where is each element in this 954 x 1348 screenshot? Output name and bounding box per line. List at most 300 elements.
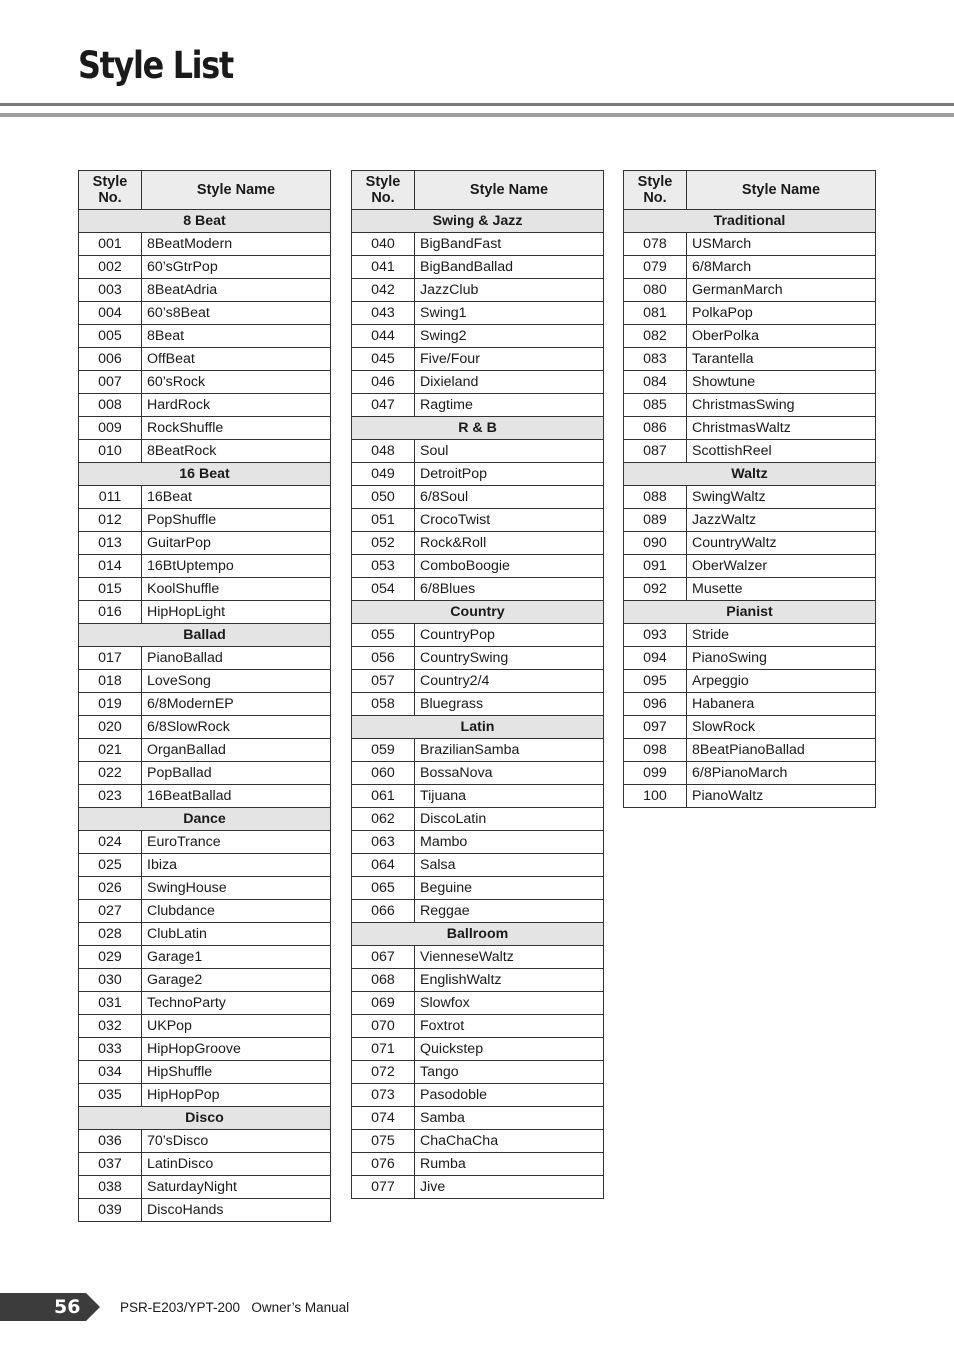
style-name: 6/8ModernEP — [142, 693, 331, 716]
table-row — [624, 256, 876, 279]
table-header-row — [79, 171, 331, 210]
style-number: 003 — [79, 279, 142, 302]
table-row — [79, 1130, 331, 1153]
style-name: 16BeatBallad — [142, 785, 331, 808]
title-rule-light — [0, 113, 954, 117]
table-row — [79, 1084, 331, 1107]
table-row — [79, 1153, 331, 1176]
style-number: 049 — [352, 463, 415, 486]
style-number: 027 — [79, 900, 142, 923]
style-number: 096 — [624, 693, 687, 716]
style-number: 023 — [79, 785, 142, 808]
style-number: 094 — [624, 647, 687, 670]
style-number: 018 — [79, 670, 142, 693]
category-row — [352, 601, 604, 624]
style-table-1 — [78, 170, 331, 1222]
table-row — [624, 486, 876, 509]
style-number: 012 — [79, 509, 142, 532]
table-row — [352, 854, 604, 877]
style-number: 002 — [79, 256, 142, 279]
style-number: 075 — [352, 1130, 415, 1153]
style-name: PianoSwing — [687, 647, 876, 670]
style-name: HipHopLight — [142, 601, 331, 624]
table-row — [352, 969, 604, 992]
style-name: Country2/4 — [415, 670, 604, 693]
style-number: 092 — [624, 578, 687, 601]
style-name: OberWalzer — [687, 555, 876, 578]
style-name: OffBeat — [142, 348, 331, 371]
style-number: 013 — [79, 532, 142, 555]
table-row — [352, 831, 604, 854]
style-name: Bluegrass — [415, 693, 604, 716]
category-row — [624, 210, 876, 233]
style-name: 6/8Soul — [415, 486, 604, 509]
style-name: OberPolka — [687, 325, 876, 348]
table-row — [352, 1015, 604, 1038]
style-number: 071 — [352, 1038, 415, 1061]
style-number: 079 — [624, 256, 687, 279]
category-row — [352, 923, 604, 946]
table-row — [352, 463, 604, 486]
table-row — [352, 578, 604, 601]
table-row — [79, 739, 331, 762]
style-name: Garage2 — [142, 969, 331, 992]
table-row — [352, 670, 604, 693]
table-row — [352, 900, 604, 923]
style-number: 001 — [79, 233, 142, 256]
table-row — [352, 555, 604, 578]
style-name: 6/8Blues — [415, 578, 604, 601]
style-number: 005 — [79, 325, 142, 348]
table-row — [79, 348, 331, 371]
style-number: 037 — [79, 1153, 142, 1176]
style-number: 080 — [624, 279, 687, 302]
style-number: 063 — [352, 831, 415, 854]
style-name: Ragtime — [415, 394, 604, 417]
style-name: Rumba — [415, 1153, 604, 1176]
table-row — [352, 394, 604, 417]
style-name: Musette — [687, 578, 876, 601]
table-row — [79, 371, 331, 394]
style-name: RockShuffle — [142, 417, 331, 440]
style-number: 059 — [352, 739, 415, 762]
table-row — [79, 854, 331, 877]
table-row — [79, 486, 331, 509]
style-number: 046 — [352, 371, 415, 394]
table-row — [79, 785, 331, 808]
style-name: Samba — [415, 1107, 604, 1130]
style-number: 082 — [624, 325, 687, 348]
style-name: ChristmasWaltz — [687, 417, 876, 440]
style-number: 097 — [624, 716, 687, 739]
style-number: 058 — [352, 693, 415, 716]
style-name: SwingWaltz — [687, 486, 876, 509]
table-row — [352, 486, 604, 509]
style-number: 019 — [79, 693, 142, 716]
table-row — [352, 371, 604, 394]
style-number: 068 — [352, 969, 415, 992]
table-row — [352, 693, 604, 716]
table-row — [624, 647, 876, 670]
table-row — [79, 716, 331, 739]
style-number: 054 — [352, 578, 415, 601]
style-name: Habanera — [687, 693, 876, 716]
table-row — [624, 325, 876, 348]
table-row — [352, 1107, 604, 1130]
style-number: 076 — [352, 1153, 415, 1176]
style-number: 050 — [352, 486, 415, 509]
style-name: Showtune — [687, 371, 876, 394]
column-header-style-no: Style No. — [79, 171, 142, 210]
style-number: 057 — [352, 670, 415, 693]
table-row — [79, 325, 331, 348]
style-name: Swing1 — [415, 302, 604, 325]
category-label: 8 Beat — [79, 210, 331, 233]
style-number: 038 — [79, 1176, 142, 1199]
category-label: Waltz — [624, 463, 876, 486]
footer-manual-title: PSR-E203/YPT-200 Owner’s Manual — [120, 1300, 350, 1315]
style-number: 011 — [79, 486, 142, 509]
style-name: BigBandFast — [415, 233, 604, 256]
style-name: KoolShuffle — [142, 578, 331, 601]
table-row — [79, 532, 331, 555]
style-number: 010 — [79, 440, 142, 463]
style-name: 70’sDisco — [142, 1130, 331, 1153]
page-number-tab — [0, 1293, 100, 1321]
style-number: 020 — [79, 716, 142, 739]
style-name: Slowfox — [415, 992, 604, 1015]
style-name: ChristmasSwing — [687, 394, 876, 417]
style-name: GuitarPop — [142, 532, 331, 555]
style-number: 006 — [79, 348, 142, 371]
table-row — [79, 233, 331, 256]
style-name: HipShuffle — [142, 1061, 331, 1084]
style-name: UKPop — [142, 1015, 331, 1038]
table-row — [624, 624, 876, 647]
table-row — [624, 716, 876, 739]
style-name: HipHopGroove — [142, 1038, 331, 1061]
style-name: DetroitPop — [415, 463, 604, 486]
table-row — [624, 279, 876, 302]
style-name: 60’s8Beat — [142, 302, 331, 325]
style-name: CountryPop — [415, 624, 604, 647]
category-row — [352, 716, 604, 739]
style-number: 022 — [79, 762, 142, 785]
style-name: 8Beat — [142, 325, 331, 348]
style-name: Beguine — [415, 877, 604, 900]
column-header-style-name: Style Name — [415, 171, 604, 210]
table-row — [352, 762, 604, 785]
table-row — [79, 693, 331, 716]
style-number: 048 — [352, 440, 415, 463]
style-number: 047 — [352, 394, 415, 417]
table-row — [352, 808, 604, 831]
style-name: PopBallad — [142, 762, 331, 785]
table-row — [352, 1061, 604, 1084]
style-number: 078 — [624, 233, 687, 256]
table-header-row — [624, 171, 876, 210]
style-name: HipHopPop — [142, 1084, 331, 1107]
style-name: LoveSong — [142, 670, 331, 693]
style-number: 064 — [352, 854, 415, 877]
style-number: 015 — [79, 578, 142, 601]
column-header-style-name: Style Name — [687, 171, 876, 210]
table-header-row — [352, 171, 604, 210]
style-name: SlowRock — [687, 716, 876, 739]
style-table-3 — [623, 170, 876, 808]
table-row — [352, 1176, 604, 1199]
table-row — [624, 302, 876, 325]
category-row — [79, 808, 331, 831]
style-name: CountryWaltz — [687, 532, 876, 555]
style-number: 028 — [79, 923, 142, 946]
category-label: R & B — [352, 417, 604, 440]
style-table-2 — [351, 170, 604, 1199]
category-label: Latin — [352, 716, 604, 739]
table-row — [624, 555, 876, 578]
style-name: GermanMarch — [687, 279, 876, 302]
style-name: 8BeatRock — [142, 440, 331, 463]
style-number: 089 — [624, 509, 687, 532]
style-number: 099 — [624, 762, 687, 785]
table-row — [352, 279, 604, 302]
style-name: Rock&Roll — [415, 532, 604, 555]
table-row — [79, 877, 331, 900]
style-number: 030 — [79, 969, 142, 992]
style-name: Jive — [415, 1176, 604, 1199]
style-number: 025 — [79, 854, 142, 877]
style-number: 031 — [79, 992, 142, 1015]
style-name: CountrySwing — [415, 647, 604, 670]
table-row — [79, 647, 331, 670]
style-name: Foxtrot — [415, 1015, 604, 1038]
table-row — [79, 1176, 331, 1199]
style-name: USMarch — [687, 233, 876, 256]
style-number: 072 — [352, 1061, 415, 1084]
style-name: Tarantella — [687, 348, 876, 371]
table-row — [352, 302, 604, 325]
category-label: Traditional — [624, 210, 876, 233]
style-number: 007 — [79, 371, 142, 394]
style-number: 069 — [352, 992, 415, 1015]
table-row — [352, 877, 604, 900]
table-row — [352, 739, 604, 762]
style-number: 065 — [352, 877, 415, 900]
style-number: 091 — [624, 555, 687, 578]
style-name: PopShuffle — [142, 509, 331, 532]
style-number: 021 — [79, 739, 142, 762]
table-row — [352, 325, 604, 348]
table-row — [79, 578, 331, 601]
style-number: 043 — [352, 302, 415, 325]
style-number: 052 — [352, 532, 415, 555]
table-row — [79, 900, 331, 923]
column-header-style-name: Style Name — [142, 171, 331, 210]
column-header-style-no: Style No. — [352, 171, 415, 210]
style-name: BossaNova — [415, 762, 604, 785]
style-name: 16BtUptempo — [142, 555, 331, 578]
style-number: 077 — [352, 1176, 415, 1199]
table-row — [352, 1084, 604, 1107]
style-name: 6/8March — [687, 256, 876, 279]
style-name: PolkaPop — [687, 302, 876, 325]
style-name: DiscoLatin — [415, 808, 604, 831]
table-row — [624, 785, 876, 808]
table-row — [352, 440, 604, 463]
table-row — [624, 762, 876, 785]
style-number: 090 — [624, 532, 687, 555]
table-row — [352, 233, 604, 256]
table-row — [352, 1153, 604, 1176]
style-name: Mambo — [415, 831, 604, 854]
table-row — [624, 739, 876, 762]
category-row — [352, 417, 604, 440]
style-name: BrazilianSamba — [415, 739, 604, 762]
table-row — [352, 1038, 604, 1061]
style-number: 066 — [352, 900, 415, 923]
style-number: 061 — [352, 785, 415, 808]
style-name: 6/8SlowRock — [142, 716, 331, 739]
category-label: 16 Beat — [79, 463, 331, 486]
style-name: Swing2 — [415, 325, 604, 348]
style-number: 067 — [352, 946, 415, 969]
style-number: 083 — [624, 348, 687, 371]
style-number: 056 — [352, 647, 415, 670]
style-name: JazzClub — [415, 279, 604, 302]
style-number: 040 — [352, 233, 415, 256]
style-name: JazzWaltz — [687, 509, 876, 532]
style-number: 086 — [624, 417, 687, 440]
style-number: 026 — [79, 877, 142, 900]
style-name: ChaChaCha — [415, 1130, 604, 1153]
table-row — [352, 509, 604, 532]
style-number: 029 — [79, 946, 142, 969]
table-row — [79, 969, 331, 992]
style-number: 095 — [624, 670, 687, 693]
table-row — [352, 946, 604, 969]
style-name: Five/Four — [415, 348, 604, 371]
style-number: 055 — [352, 624, 415, 647]
table-row — [79, 670, 331, 693]
style-name: Reggae — [415, 900, 604, 923]
style-name: ComboBoogie — [415, 555, 604, 578]
style-number: 060 — [352, 762, 415, 785]
table-row — [352, 256, 604, 279]
table-row — [624, 440, 876, 463]
title-rule-dark — [0, 103, 954, 106]
table-row — [352, 1130, 604, 1153]
table-row — [79, 555, 331, 578]
table-row — [352, 647, 604, 670]
style-number: 024 — [79, 831, 142, 854]
style-number: 088 — [624, 486, 687, 509]
style-name: 60’sGtrPop — [142, 256, 331, 279]
table-row — [79, 762, 331, 785]
table-row — [624, 417, 876, 440]
style-name: PianoBallad — [142, 647, 331, 670]
style-name: VienneseWaltz — [415, 946, 604, 969]
category-label: Disco — [79, 1107, 331, 1130]
table-row — [352, 532, 604, 555]
table-row — [79, 1015, 331, 1038]
style-name: DiscoHands — [142, 1199, 331, 1222]
style-name: BigBandBallad — [415, 256, 604, 279]
style-number: 051 — [352, 509, 415, 532]
table-row — [79, 256, 331, 279]
table-row — [79, 601, 331, 624]
style-name: 8BeatPianoBallad — [687, 739, 876, 762]
table-row — [624, 371, 876, 394]
table-row — [624, 394, 876, 417]
style-number: 098 — [624, 739, 687, 762]
style-name: 6/8PianoMarch — [687, 762, 876, 785]
style-number: 009 — [79, 417, 142, 440]
style-name: 60’sRock — [142, 371, 331, 394]
style-number: 074 — [352, 1107, 415, 1130]
style-name: LatinDisco — [142, 1153, 331, 1176]
style-name: OrganBallad — [142, 739, 331, 762]
table-row — [624, 693, 876, 716]
style-number: 033 — [79, 1038, 142, 1061]
table-row — [79, 923, 331, 946]
table-row — [79, 417, 331, 440]
category-row — [79, 624, 331, 647]
category-row — [79, 1107, 331, 1130]
table-row — [79, 302, 331, 325]
table-row — [79, 831, 331, 854]
category-label: Dance — [79, 808, 331, 831]
style-number: 084 — [624, 371, 687, 394]
style-number: 070 — [352, 1015, 415, 1038]
style-name: ClubLatin — [142, 923, 331, 946]
style-name: SwingHouse — [142, 877, 331, 900]
category-row — [79, 210, 331, 233]
table-row — [79, 279, 331, 302]
table-row — [79, 509, 331, 532]
style-number: 036 — [79, 1130, 142, 1153]
style-number: 087 — [624, 440, 687, 463]
style-number: 100 — [624, 785, 687, 808]
style-name: TechnoParty — [142, 992, 331, 1015]
category-row — [624, 463, 876, 486]
page-title: Style List — [78, 44, 233, 87]
table-row — [352, 785, 604, 808]
table-row — [79, 1061, 331, 1084]
style-number: 032 — [79, 1015, 142, 1038]
style-number: 034 — [79, 1061, 142, 1084]
style-number: 073 — [352, 1084, 415, 1107]
table-row — [79, 440, 331, 463]
style-number: 041 — [352, 256, 415, 279]
style-number: 008 — [79, 394, 142, 417]
style-number: 062 — [352, 808, 415, 831]
style-number: 044 — [352, 325, 415, 348]
style-number: 017 — [79, 647, 142, 670]
style-number: 081 — [624, 302, 687, 325]
table-row — [79, 946, 331, 969]
style-name: Clubdance — [142, 900, 331, 923]
style-name: Soul — [415, 440, 604, 463]
style-number: 085 — [624, 394, 687, 417]
category-row — [352, 210, 604, 233]
style-number: 016 — [79, 601, 142, 624]
category-label: Swing & Jazz — [352, 210, 604, 233]
category-label: Country — [352, 601, 604, 624]
style-name: Tango — [415, 1061, 604, 1084]
table-row — [352, 348, 604, 371]
table-row — [624, 578, 876, 601]
style-name: Stride — [687, 624, 876, 647]
